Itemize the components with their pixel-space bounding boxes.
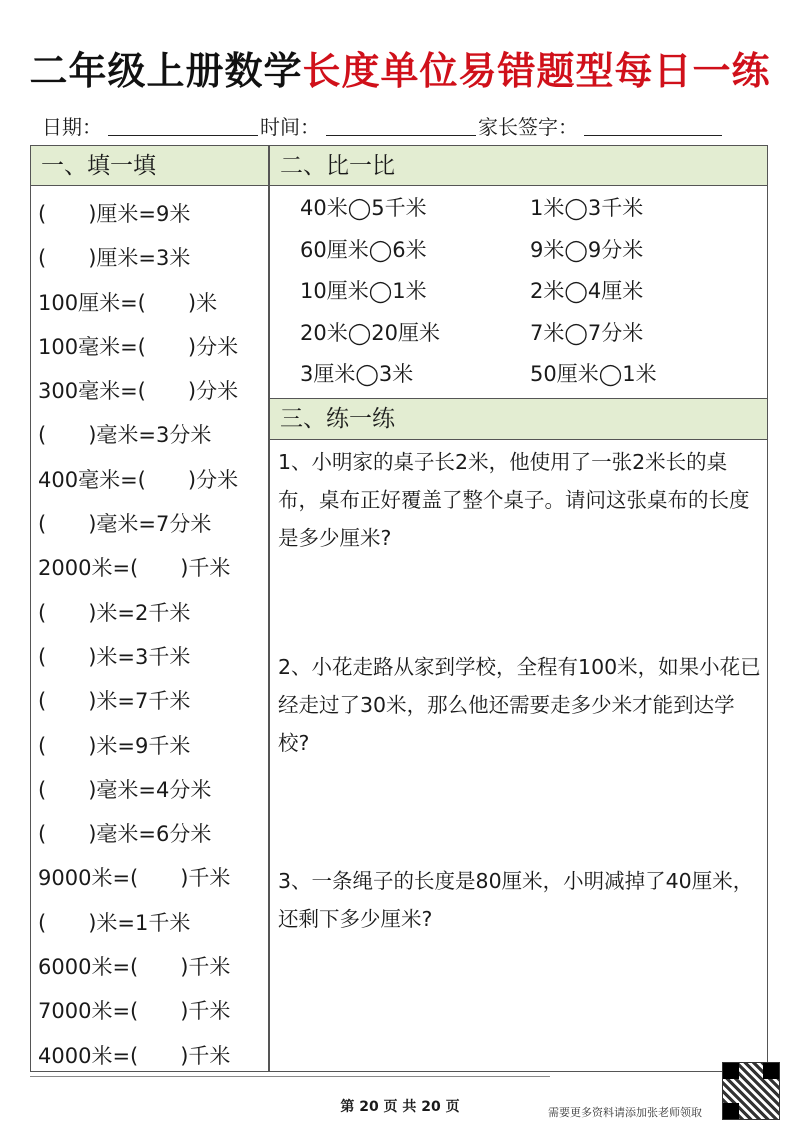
compare-row xyxy=(300,313,760,355)
fill-item[interactable]: ( )毫米=6分米 xyxy=(38,822,212,847)
info-row xyxy=(42,110,762,140)
compare-item[interactable]: 1米◯3千米 xyxy=(530,196,644,220)
compare-item[interactable]: 10厘米◯1米 xyxy=(300,279,427,303)
date-field[interactable] xyxy=(108,113,258,136)
fill-item[interactable]: ( )毫米=4分米 xyxy=(38,777,212,802)
fill-item[interactable]: 9000米=( )千米 xyxy=(38,866,231,891)
fill-item[interactable]: ( )厘米=9米 xyxy=(38,202,191,226)
fill-item[interactable]: 2000米=( )千米 xyxy=(38,556,231,581)
fill-item[interactable]: ( )米=3千米 xyxy=(38,644,191,669)
compare-item[interactable]: 40米◯5千米 xyxy=(300,196,427,220)
title-topic: 长度单位易错题型每日一练 xyxy=(302,49,771,93)
compare-item[interactable]: 3厘米◯3米 xyxy=(300,362,414,386)
compare-row xyxy=(300,230,760,272)
title-grade: 二年级上册数学 xyxy=(29,49,303,93)
column-divider xyxy=(268,145,270,1072)
qr-code-icon xyxy=(722,1062,780,1120)
fill-item[interactable]: 400毫米=( )分米 xyxy=(38,467,239,492)
compare-row xyxy=(300,188,760,230)
date-label: 日期： xyxy=(42,115,102,139)
footer-divider xyxy=(30,1076,550,1077)
signature-label: 家长签字： xyxy=(478,115,578,139)
section-fill-heading: 一、填一填 xyxy=(31,146,268,186)
fill-item[interactable]: ( )厘米=3米 xyxy=(38,246,191,271)
compare-item[interactable]: 9米◯9分米 xyxy=(530,237,644,262)
fill-item[interactable]: 300毫米=( )分米 xyxy=(38,379,239,404)
time-field[interactable] xyxy=(326,113,476,136)
compare-row xyxy=(300,354,760,396)
compare-item[interactable]: 20米◯20厘米 xyxy=(300,320,440,345)
qr-note: 需要更多资料请添加张老师领取 xyxy=(548,1106,702,1119)
section-practice-heading: 三、练一练 xyxy=(270,398,767,440)
section-compare-heading: 二、比一比 xyxy=(270,146,767,186)
fill-item[interactable]: 4000米=( )千米 xyxy=(38,1043,231,1068)
time-label: 时间： xyxy=(260,115,320,139)
compare-item[interactable]: 7米◯7分米 xyxy=(530,320,644,345)
signature-field[interactable] xyxy=(584,113,722,136)
fill-item[interactable]: 100厘米=( )米 xyxy=(38,290,218,315)
fill-item[interactable]: ( )米=1千米 xyxy=(38,910,191,935)
fill-item[interactable]: ( )米=2千米 xyxy=(38,600,191,625)
compare-row xyxy=(300,271,760,313)
fill-item[interactable]: 7000米=( )千米 xyxy=(38,999,231,1024)
fill-item[interactable]: ( )米=7千米 xyxy=(38,689,191,714)
fill-item[interactable]: 6000米=( )千米 xyxy=(38,955,231,980)
word-problem-3: 3、一条绳子的长度是80厘米，小明减掉了40厘米，还剩下多少厘米? xyxy=(278,869,754,931)
fill-item[interactable]: ( )毫米=3分米 xyxy=(38,423,212,448)
fill-item[interactable]: ( )毫米=7分米 xyxy=(38,512,212,537)
word-problem-1: 1、小明家的桌子长2米，他使用了一张2米长的桌布，桌布正好覆盖了整个桌子。请问这张桌布的长度是多少厘米? xyxy=(278,450,750,550)
fill-item[interactable]: ( )米=9千米 xyxy=(38,733,191,758)
compare-item[interactable]: 50厘米◯1米 xyxy=(530,362,657,386)
fill-item[interactable]: 100毫米=( )分米 xyxy=(38,334,239,359)
compare-item[interactable]: 2米◯4厘米 xyxy=(530,279,644,303)
fill-in-list xyxy=(38,192,266,1078)
word-problem-2: 2、小花走路从家到学校，全程有100米，如果小花已经走过了30米，那么他还需要走多少米才能到达学校? xyxy=(278,655,761,755)
compare-grid xyxy=(300,188,760,396)
compare-item[interactable]: 60厘米◯6米 xyxy=(300,237,427,262)
page-title xyxy=(0,40,800,95)
page-number: 第 20 页 共 20 页 xyxy=(340,1099,460,1115)
